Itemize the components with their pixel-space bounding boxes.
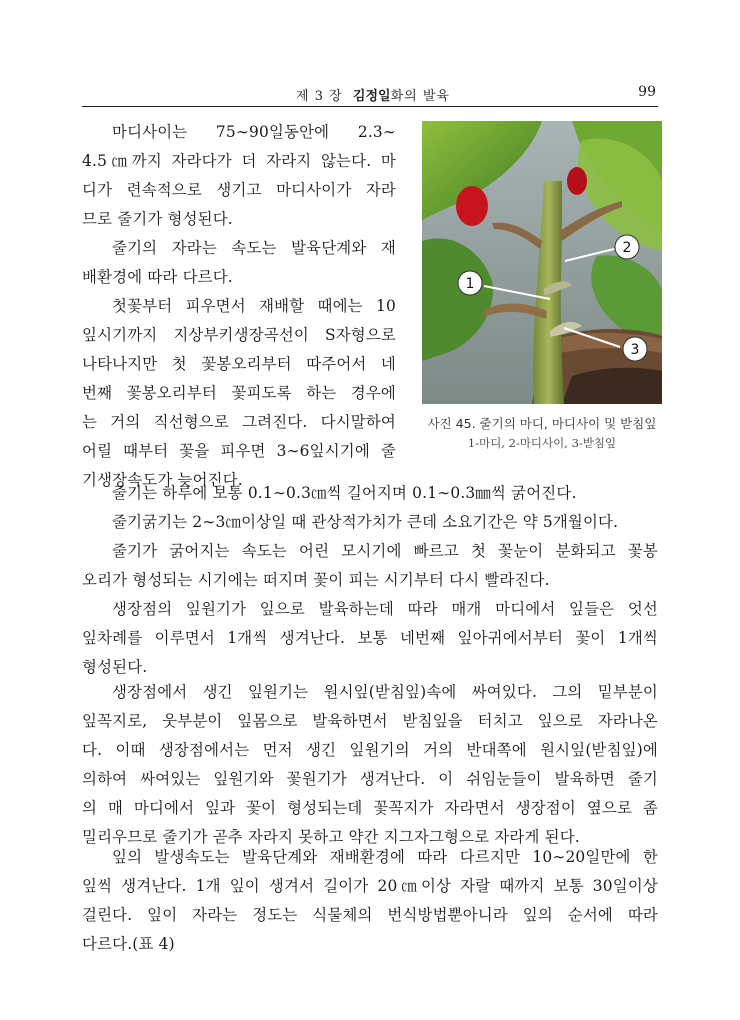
text-line: 걸린다. 잎이 자라는 정도는 식물체의 번식방법뿐아니라 잎의 순서에 따라 (82, 906, 658, 924)
text-line: 잎씩 생겨난다. 1개 잎이 생겨서 길이가 20㎝이상 자랄 때까지 보통 30일이상 (82, 877, 658, 895)
text-line: 잎의 발생속도는 발육단계와 재배환경에 따라 다르지만 10∼20일만에 한 (112, 848, 658, 866)
begonia-stem-photo (422, 121, 662, 404)
text-line: 4.5㎝까지 자라다가 더 자라지 않는다. 마 (82, 152, 396, 170)
text-line: 줄기굵기는 2∼3㎝이상일 때 관상적가치가 큰데 소요기간은 약 5개월이다. (112, 513, 619, 531)
paragraph-4 (82, 479, 658, 508)
text-line: 의 매 마디에서 잎과 꽃이 형성되는데 꽃꼭지가 자라면서 생장점이 옆으로 좀 (82, 799, 658, 817)
text-line: 생장점에서 생긴 잎원기는 원시잎(받침잎)속에 싸여있다. 그의 밑부분이 (112, 683, 658, 701)
text-line: 첫꽃부터 피우면서 재배할 때에는 10 (112, 297, 396, 315)
text-line: 배환경에 따라 다르다. (82, 268, 233, 286)
marker-3-label: 3 (630, 342, 640, 358)
paragraph-2 (82, 234, 396, 292)
text-line: 므로 줄기가 형성된다. (82, 210, 233, 228)
paragraph-6 (82, 537, 658, 595)
running-header (82, 80, 658, 107)
text-line: 디가 련속적으로 생기고 마디사이가 자라 (82, 181, 396, 199)
text-line: 잎꼭지로, 웃부분이 잎몸으로 발육하면서 받침잎을 터치고 잎으로 자라나온 (82, 712, 658, 730)
text-line: 오리가 형성되는 시기에는 떠지며 꽃이 피는 시기부터 다시 빨라진다. (82, 571, 550, 589)
paragraph-8 (82, 678, 658, 852)
paragraph-1 (82, 118, 396, 234)
chapter-label: 제 3 장 (296, 89, 343, 104)
text-line: 어릴 때부터 꽃을 피우면 3∼6잎시기에 줄 (82, 442, 396, 460)
paragraph-5 (82, 508, 658, 537)
text-line: 기생장속도가 늦어진다. (82, 471, 243, 489)
page-number: 99 (638, 84, 656, 100)
marker-3 (623, 337, 647, 361)
text-line: 잎시기까지 지상부키생장곡선이 S자형으로 (82, 326, 396, 344)
text-line: 번째 꽃봉오리부터 꽃피도록 하는 경우에 (82, 384, 396, 402)
text-line: 다르다.(표 4) (82, 935, 175, 953)
paragraph-7 (82, 595, 658, 682)
marker-1-label: 1 (465, 276, 475, 292)
photo-illustration (422, 121, 662, 404)
text-line: 밀리우므로 줄기가 곧추 자라지 못하고 약간 지그자그형으로 자라게 된다. (82, 828, 580, 846)
text-line: 줄기가 굵어지는 속도는 어린 모시기에 빠르고 첫 꽃눈이 분화되고 꽃봉 (112, 542, 658, 560)
marker-1 (458, 271, 482, 295)
chapter-title-bold: 김정일 (352, 89, 391, 104)
caption-title: 사진 45. 줄기의 마디, 마디사이 및 받침잎 (427, 416, 657, 431)
text-line: 는 거의 직선형으로 그려진다. 다시말하여 (82, 413, 396, 431)
text-line: 줄기는 하루에 보통 0.1∼0.3㎝씩 길어지며 0.1∼0.3㎜씩 굵어진다. (112, 484, 577, 502)
marker-2-label: 2 (622, 240, 632, 256)
text-line: 줄기의 자라는 속도는 발육단계와 재 (112, 239, 396, 257)
text-line: 의하여 싸여있는 잎원기와 꽃원기가 생겨난다. 이 쉬임눈들이 발육하면 줄기 (82, 770, 658, 788)
paragraph-9 (82, 843, 658, 959)
chapter-title (296, 85, 450, 104)
text-line: 나타나지만 첫 꽃봉오리부터 따주어서 네 (82, 355, 396, 373)
chapter-title-rest: 화의 발육 (390, 89, 450, 104)
text-line: 생장점의 잎원기가 잎으로 발육하는데 따라 매개 마디에서 잎들은 엇선 (112, 600, 658, 618)
paragraph-3 (82, 292, 396, 495)
figure-caption (408, 414, 676, 452)
caption-legend: 1-마디, 2-마디사이, 3-받침잎 (467, 436, 617, 450)
text-line: 잎차례를 이루면서 1개씩 생겨난다. 보통 네번째 잎아귀에서부터 꽃이 1개씩 (82, 629, 658, 647)
text-line: 마디사이는 75∼90일동안에 2.3∼ (112, 123, 396, 141)
text-line: 형성된다. (82, 658, 148, 676)
text-line: 다. 이때 생장점에서는 먼저 생긴 잎원기의 거의 반대쪽에 원시잎(받침잎)에 (82, 741, 658, 759)
marker-2 (615, 235, 639, 259)
